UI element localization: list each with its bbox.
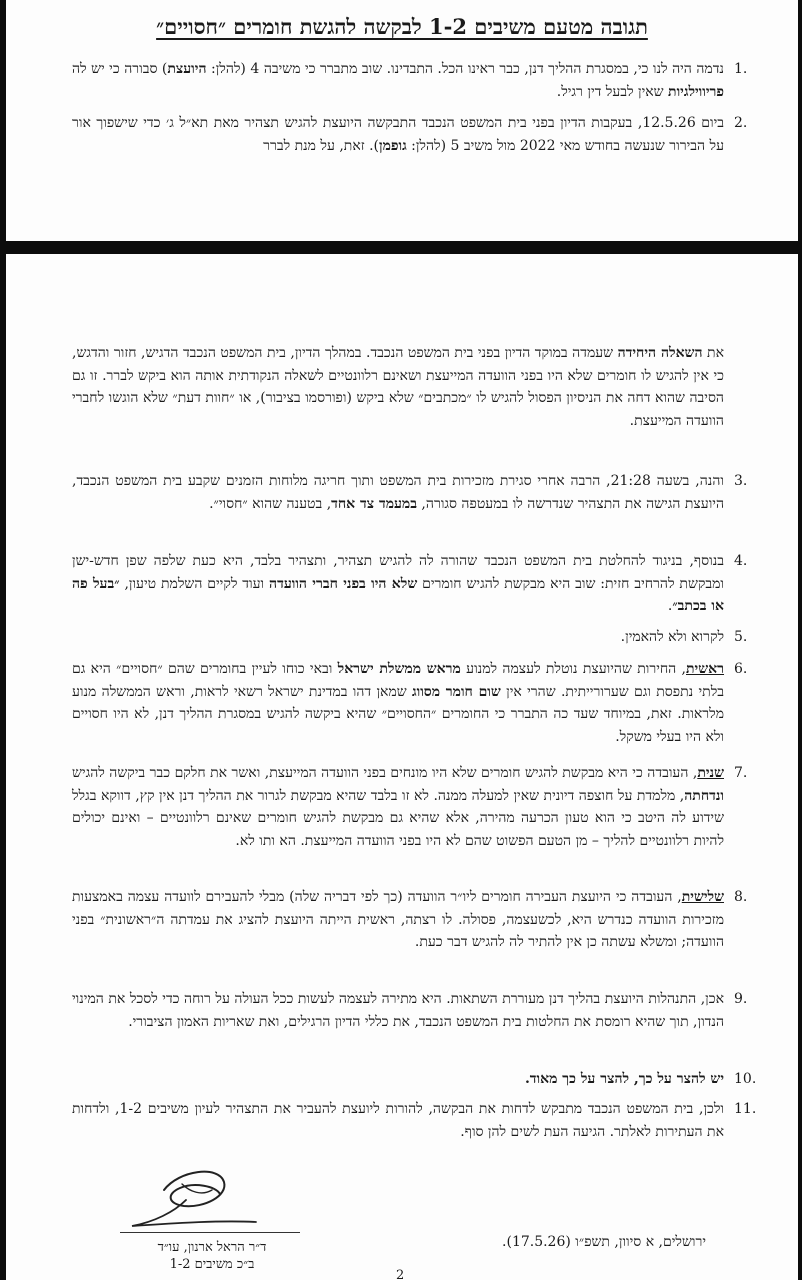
paragraph-number: 2 . xyxy=(734,112,764,135)
paragraph-number: 4 . xyxy=(734,550,764,573)
document-page-top xyxy=(6,0,798,241)
paragraph-9: 9 . אכן, התנהלות היועצת בהליך דנן מעוררת השתאות. היא מתירה לעצמה לעשות ככל העולה על רוחה כדי לסכל את המינוי הנדון, תוך שהיא רומסת את החלטות בית המשפט הנכבד, את כללי הדיון הרגילים, ואת שאריות האמון הציבורי. xyxy=(72,988,724,1033)
document-title: תגובה מטעם משיבים 1-2 לבקשה להגשת חומרים ״חסויים״ xyxy=(156,14,648,39)
page-number: 2 xyxy=(396,1268,405,1280)
paragraph-number: 11 . xyxy=(734,1098,764,1121)
signature-block xyxy=(124,1232,300,1273)
paragraph-8: 8 . שלישית, העובדה כי היועצת העבירה חומרים ליו״ר הוועדה (כך לפי דבריה שלה) מבלי להעבירם לוועדה עצמה באמצעות מזכירות הוועדה כנדרש היא, לכשעצמה, פסולה. לו רצתה, ראשית הייתה היועצת להציג את עמדתה ה״ראשונית״ בפני הוועדה; ומשלא עשתה כן אין להתיר לה להגיש דבר כעת. xyxy=(72,886,724,954)
document-date: ירושלים, א סיוון, תשפ״ו (17.5.26). xyxy=(502,1234,706,1250)
paragraph-11: 11 . ולכן, בית המשפט הנכבד מתבקש לדחות את הבקשה, להורות ליועצת להעביר את התצהיר לעיון משיבים 1-2, ולדחות את העתירות לאלתר. הגיעה העת לשים להן סוף. xyxy=(72,1098,724,1143)
paragraph-7: 7 . שנית, העובדה כי היא מבקשת להגיש חומרים שלא היו מונחים בפני הוועדה המייעצת, ואשר את חלקם כבר ביקשה להגיש ונדחתה, מלמדת על חוצפה דיונית שאין למעלה ממנה. לא זו בלבד שהיא מבקשת לגרור את ההליך דנן אין קץ, דווקא בגלל שידוע לה היטב כי הוא טעון הכרעה מהירה, אלא שהיא גם מבקשת להגיש חומרים שאינם רלוונטיים – ואינם יכולים להיות רלוונטיים להליך – מן הטעם הפשוט שהם לא היו בפני הוועדה המייעצת. הא ותו לא. xyxy=(72,762,724,852)
paragraph-continuation: את השאלה היחידה שעמדה במוקד הדיון בפני בית המשפט הנכבד. במהלך הדיון, בית המשפט הנכבד הדגיש, חזור והדגש, כי אין להגיש לו חומרים שלא היו בפני הוועדה המייעצת ושאינם רלוונטיים לשאלה הנקודתית אותה הוא ביקש לברר. זו גם הסיבה שהוא דחה את הניסיון הפסול להגיש לו ״מכתבים״ שלא ביקש (ופורסמו בציבור), או ״חוות דעת״ שלא הוגשו לחברי הוועדה המייעצת. xyxy=(72,345,724,429)
paragraph-4: 4 . בנוסף, בניגוד להחלטת בית המשפט הנכבד שהורה לה להגיש תצהיר, ותצהיר בלבד, היא כעת שלפה שפן חדש-ישן ומבקשת להרחיב חזית: שוב היא מבקשת להגיש חומרים שלא היו בפני חברי הוועדה ועוד לקיים השלמת טיעון, ״בעל פה או בכתב״. xyxy=(72,550,724,618)
paragraph-1: 1 . נדמה היה לנו כי, במסגרת ההליך דנן, כבר ראינו הכל. התבדינו. שוב מתברר כי משיבה 4 (להלן: היועצת) סבורה כי יש לה פריווילגיות שאין לבעל דין רגיל. xyxy=(72,58,724,103)
paragraph-number: 8 . xyxy=(734,886,764,909)
paragraph-number: 10 . xyxy=(734,1068,764,1091)
paragraph-3: 3 . והנה, בשעה 21:28, הרבה אחרי סגירת מזכירות בית המשפט ותוך חריגה מלוחות הזמנים שקבע בית המשפט הנכבד, היועצת הגישה את התצהיר שנדרשה לו במעטפה סגורה, במעמד צד אחד, בטענה שהוא ״חסוי״. xyxy=(72,470,724,515)
signer-role: ב״כ משיבים 1-2 xyxy=(169,1257,255,1272)
paragraph-number: 3 . xyxy=(734,470,764,493)
document-page-bottom xyxy=(6,254,798,1280)
paragraph-2: 2 . ביום 12.5.26, בעקבות הדיון בפני בית המשפט הנכבד התבקשה היועצת להגיש תצהיר מאת תא״ל ג׳ כדי שישפוך אור על הבירור שנעשה בחודש מאי 2022 מול משיב 5 (להלן: גופמן). זאת, על מנת לברר xyxy=(72,112,724,157)
paragraph-number: 7 . xyxy=(734,762,764,785)
handwritten-signature xyxy=(124,1160,264,1240)
paragraph-6: 6 . ראשית, החירות שהיועצת נוטלת לעצמה למנוע מראש ממשלת ישראל ובאי כוחו לעיין בחומרים שהם ״חסויים״ היא גם בלתי נתפסת וגם שערורייתית. שהרי אין שום חומר מסווג שמאן דהו במדינת ישראל רשאי לראות, וראש הממשלה מנוע מלראות. זאת, במיוחד שעד כה התברר כי החומרים ״החסויים״ שהיא ביקשה להגיש במסגרת ההליך דנן, לא היו חסויים ולא היו בעלי משקל. xyxy=(72,658,724,748)
paragraph-5: 5 . לקרוא ולא להאמין. xyxy=(72,626,724,649)
paragraph-10: 10 . יש להצר על כך, להצר על כך מאוד. xyxy=(72,1068,724,1091)
paragraph-number: 9 . xyxy=(734,988,764,1011)
signer-name: ד״ר הראל ארנון, עו״ד xyxy=(157,1240,267,1255)
paragraph-number: 6 . xyxy=(734,658,764,681)
paragraph-number: 1 . xyxy=(734,58,764,81)
paragraph-number: 5 . xyxy=(734,626,764,649)
signature-line xyxy=(120,1232,300,1233)
